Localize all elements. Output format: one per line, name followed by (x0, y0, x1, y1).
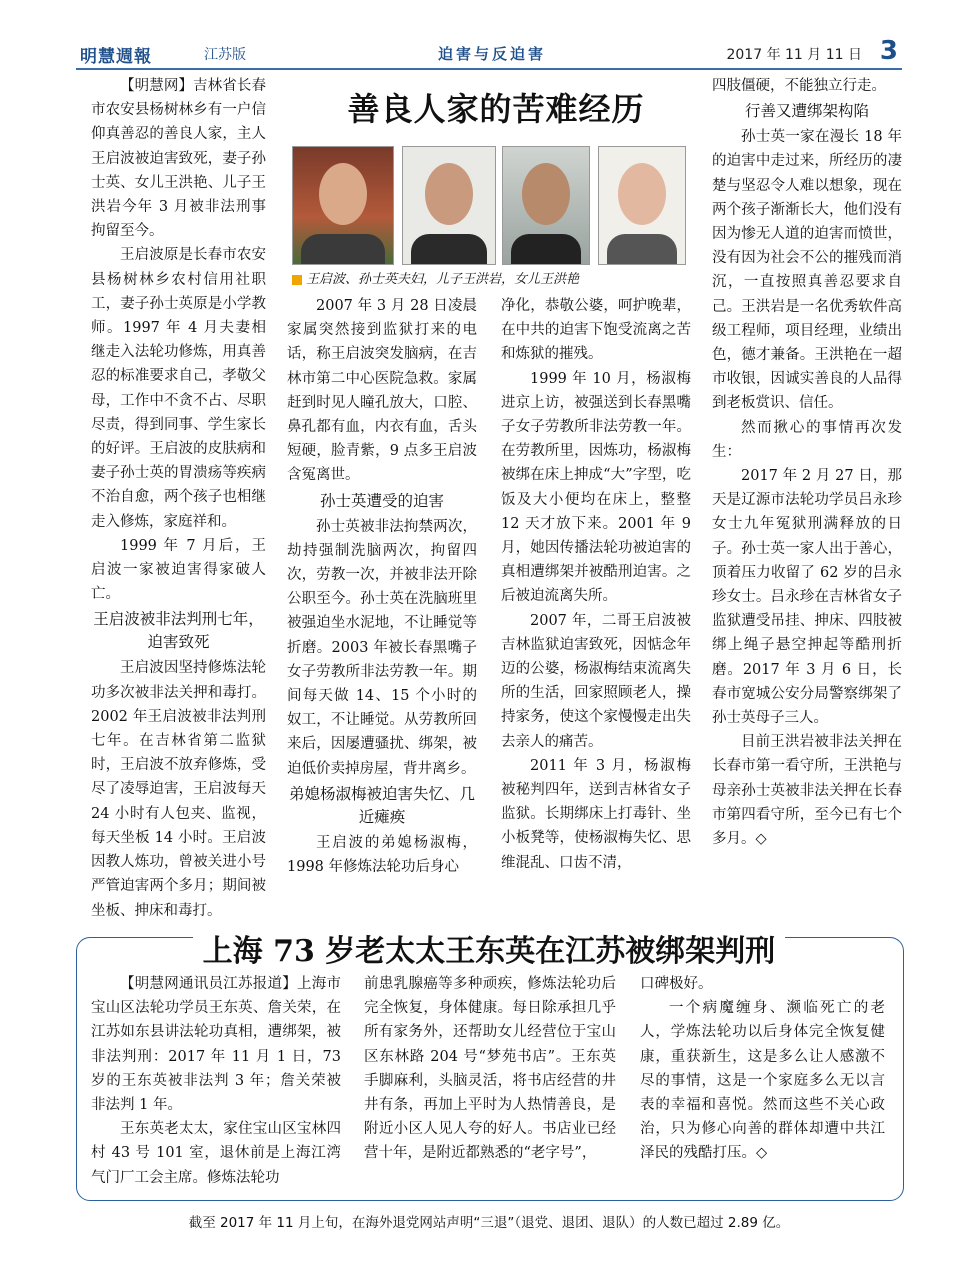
paragraph: 【明慧网】吉林省长春市农安县杨树林乡有一户信仰真善忍的善良人家，主人王启波被迫害致死，妻子孙士英、女儿王洪艳、儿子王洪岩今年 3 月被非法刑事拘留至今。 (91, 78, 266, 240)
paragraph: 一个病魔缠身、濒临死亡的老人，学炼法轮功以后身体完全恢复健康，重获新生，这是多么让人感激不尽的事情，这是一个家庭多么无以言表的幸福和喜悦。然而这些不关心政治，只为修心向善的群体却遭中共江泽民的残酷打压。◇ (640, 1000, 885, 1162)
article2-column-1 (91, 972, 341, 1190)
article1-column-1 (91, 74, 266, 923)
paragraph: 孙士英一家在漫长 18 年的迫害中走过来，所经历的凄楚与坚忍令人难以想象，现在两个孩子渐渐长大，他们没有因为惨无人道的迫害而愤世，没有因为社会不公的摧残而消沉，一直按照真善忍要求自己。王洪岩是一名优秀软件高级工程师，项目经理，业绩出色，德才兼备。王洪艳在一超市收银，因诚实善良的人品得到老板赏识、信任。 (712, 129, 902, 412)
paragraph: 王启波的弟媳杨淑梅，1998 年修炼法轮功后身心 (287, 834, 477, 876)
article1-column-4 (712, 74, 902, 851)
subheading: 王启波被非法判刑七年，迫害致死 (93, 610, 264, 652)
page-number: 3 (879, 36, 898, 66)
masthead (76, 38, 902, 70)
paragraph: 王启波原是长春市农安县杨树林乡农村信用社职工，妻子孙士英原是小学教师。1997 年 4 月夫妻相继走入法轮功修炼，用真善忍的标准要求自己，孝敬父母，工作中不贪不占、尽职尽责，得到同事、学生家长的好评。王启波的皮肤病和妻子孙士英的胃溃疡等疾病不治自愈，两个孩子也相继走入修炼，家庭祥和。 (91, 247, 266, 530)
article1-column-2 (287, 294, 477, 879)
photo-sun-shiying (402, 146, 496, 265)
article2-column-3 (640, 972, 885, 1166)
paragraph: 1999 年 10 月，杨淑梅进京上访，被强送到长春黑嘴子女子劳教所非法劳教一年。在劳教所里，因炼功，杨淑梅被绑在床上抻成“大”字型，吃饭及大小便均在床上，整整 12 天才放下来。2001 年 9 月，她因传播法轮功被迫害的真相遭绑架并被酷刑迫害。之后被迫流离失所。 (501, 370, 691, 605)
photo-caption: 王启波、孙士英夫妇，儿子王洪岩，女儿王洪艳 (292, 268, 692, 287)
paragraph: 净化，恭敬公婆，呵护晚辈，在中共的迫害下饱受流离之苦和炼狱的摧残。 (501, 298, 691, 363)
article2-column-2 (364, 972, 616, 1166)
article-title: 善良人家的苦难经历 (347, 90, 645, 128)
paragraph: 【明慧网通讯员江苏报道】上海市宝山区法轮功学员王东英、詹关荣，在江苏如东县讲法轮功真相，遭绑架，被非法判刑：2017 年 11 月 1 日，73 岁的王东英被非法判 3 年；詹关荣被非法判 1 年。 (91, 976, 341, 1114)
article2-title: 上海 73 岁老太太王东英在江苏被绑架判刑 (76, 926, 902, 970)
paragraph: 2011 年 3 月，杨淑梅被秘判四年，送到吉林省女子监狱。长期绑床上打毒针、坐小板凳等，使杨淑梅失忆、思维混乱、口齿不清， (501, 757, 691, 871)
paragraph: 口碑极好。 (640, 976, 713, 992)
paragraph: 1999 年 7 月后，王启波一家被迫害得家破人亡。 (91, 537, 266, 603)
section-title: 迫害与反迫害 (438, 45, 547, 63)
photo-wang-hongyan-son (502, 146, 590, 265)
paragraph: 2007 年，二哥王启波被吉林监狱迫害致死，因惦念年迈的公婆，杨淑梅结束流离失所的生活，回家照顾老人，操持家务，使这个家慢慢走出失去亲人的痛苦。 (501, 612, 691, 750)
article1-column-3 (501, 294, 691, 875)
edition-label: 江苏版 (204, 47, 246, 63)
subheading: 弟媳杨淑梅被迫害失忆、几近瘫痪 (288, 784, 475, 826)
issue-date: 2017 年 11 月 11 日 (726, 47, 862, 63)
subheading: 行善又遭绑架构陷 (744, 102, 869, 121)
paragraph: 前患乳腺癌等多种顽疾，修炼法轮功后完全恢复，身体健康。每日除承担几乎所有家务外，还帮助女儿经营位于宝山区东林路 204 号“梦苑书店”。王东英手脚麻利，头脑灵活，将书店经营的井井有条，再加上平时为人热情善良，是附近小区人见人夸的好人。书店业已经营十年，是附近都熟悉的“老字号”， (364, 976, 616, 1162)
paragraph: 四肢僵硬，不能独立行走。 (712, 78, 886, 94)
paragraph: 孙士英被非法拘禁两次，劫持强制洗脑两次，拘留四次，劳教一次，并被非法开除公职至今。孙士英在洗脑班里被强迫坐水泥地，不让睡觉等折磨。2003 年被长春黑嘴子女子劳教所非法劳教一年。期间每天做 14、15 个小时的奴工，不让睡觉。从劳教所回来后，因屡遭骚扰、绑架，被迫低价卖掉房屋，背井离乡。 (287, 518, 477, 777)
subheading: 孙士英遭受的迫害 (319, 491, 444, 510)
footer-note: 截至 2017 年 11 月上旬，在海外退党网站声明“三退”（退党、退团、退队）的人数已超过 2.89 亿。 (188, 1215, 790, 1231)
paragraph: 目前王洪岩被非法关押在长春市第一看守所，王洪艳与母亲孙士英被非法关押在长春市第四看守所，至今已有七个多月。◇ (712, 734, 902, 848)
paragraph: 王东英老太太，家住宝山区宝林四村 43 号 101 室，退休前是上海江湾气门厂工会主席。修炼法轮功 (91, 1121, 341, 1186)
paragraph: 2017 年 2 月 27 日，那天是辽源市法轮功学员吕永珍女士九年冤狱刑满释放的日子。孙士英一家人出于善心，顶着压力收留了 62 岁的吕永珍女士。吕永珍在吉林省女子监狱遭受吊挂、抻床、四肢被绑上绳子悬空抻起等酷刑折磨。2017 年 3 月 6 日，长春市宽城公安分局警察绑架了孙士英母子三人。 (712, 468, 902, 727)
paragraph: 然而揪心的事情再次发生： (712, 419, 902, 460)
photo-wang-hongyan-daughter (598, 146, 686, 265)
paragraph: 2007 年 3 月 28 日凌晨家属突然接到监狱打来的电话，称王启波突发脑病，在吉林市第二中心医院急救。家属赶到时见人瞳孔放大，口腔、鼻孔都有血，内衣有血，舌头短硬，脸青紫，9 点多王启波含冤离世。 (287, 298, 477, 484)
paragraph: 王启波因坚持修炼法轮功多次被非法关押和毒打。2002 年王启波被非法判刑七年。在吉林省第二监狱时，王启波不放弃修炼，受尽了凌辱迫害，王启波每天 24 小时有人包夹、监视，每天坐板 14 小时。王启波因教人炼功，曾被关进小号严管迫害两个多月；期间被坐板、抻床和毒打。 (91, 660, 266, 919)
paper-name: 明慧週報 (80, 47, 152, 67)
photo-wang-qibo (292, 146, 394, 265)
